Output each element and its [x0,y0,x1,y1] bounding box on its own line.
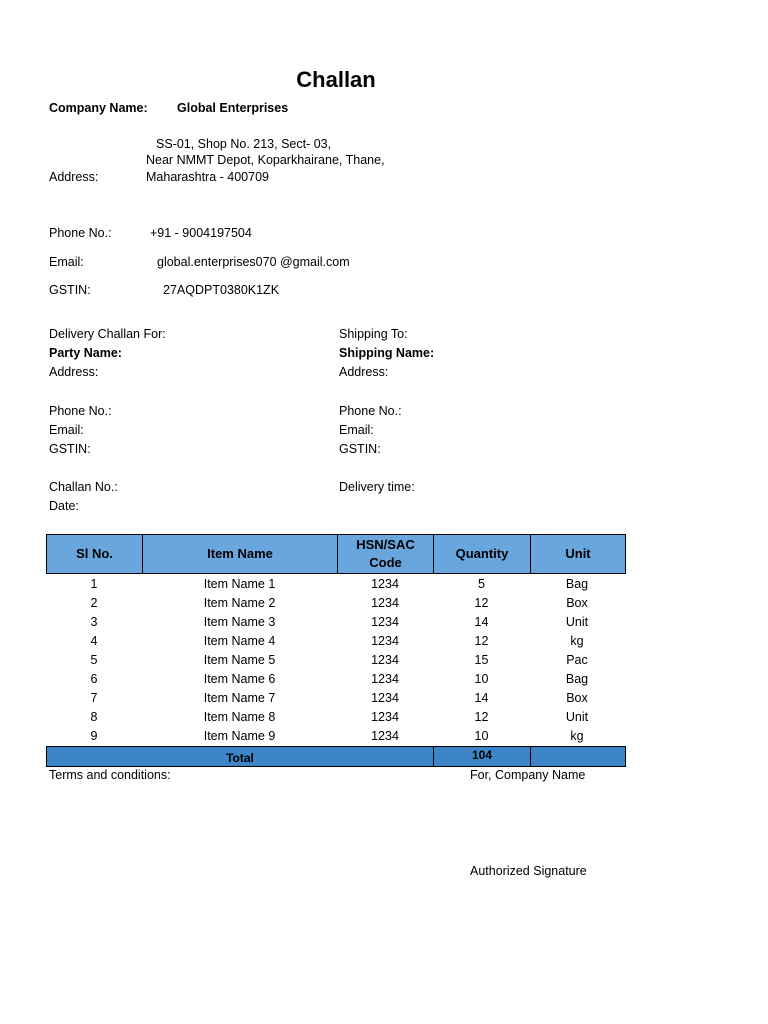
challan-no-label: Challan No.: [49,480,118,494]
item-name-cell: Item Name 3 [203,614,276,629]
item-name-cell: Item Name 1 [203,576,276,591]
hsn-code-cell: 1234 [371,691,399,706]
table-row [46,574,626,593]
item-name-cell: Item Name 2 [203,595,276,610]
hsn-code-cell: 1234 [371,729,399,744]
unit-cell: Bag [565,576,589,591]
table-row [46,669,626,688]
quantity-cell: 10 [474,729,489,744]
sl-no-cell: 4 [90,633,98,648]
company-address-label: Address: [49,170,99,184]
item-name-cell: Item Name 6 [203,672,276,687]
unit-cell: Box [566,595,588,610]
quantity-cell: 5 [478,576,485,591]
table-row [46,689,626,708]
item-name-cell: Item Name 7 [203,691,276,706]
unit-cell: Unit [565,710,589,725]
sl-no-cell: 6 [90,672,98,687]
sl-no-cell: 5 [90,652,98,667]
item-name-cell: Item Name 4 [203,633,276,648]
table-row [46,612,626,631]
column-header-hsn-sac-code: HSN/SAC Code [338,535,434,573]
document-title: Challan [296,67,376,92]
table-row [46,593,626,612]
company-phone-value: +91 - 9004197504 [150,226,252,240]
items-table-total-row [46,746,626,767]
sl-no-cell: 2 [90,595,98,610]
party-phone-label: Phone No.: [49,404,112,418]
quantity-cell: 14 [474,614,489,629]
hsn-code-cell: 1234 [371,672,399,687]
hsn-code-cell: 1234 [371,652,399,667]
shipping-name-label: Shipping Name: [339,346,435,360]
company-name-value: Global Enterprises [177,101,289,115]
item-name-cell: Item Name 9 [203,729,276,744]
hsn-code-cell: 1234 [371,633,399,648]
company-address-line-3: Maharashtra - 400709 [146,170,269,184]
table-row [46,650,626,669]
column-header-item-name: Item Name [143,535,338,573]
quantity-cell: 12 [474,633,489,648]
unit-cell: kg [570,729,584,744]
shipping-gstin-label: GSTIN: [339,442,381,456]
item-name-cell: Item Name 5 [203,652,276,667]
party-email-label: Email: [49,423,84,437]
company-gstin-value: 27AQDPT0380K1ZK [163,283,280,297]
sl-no-cell: 1 [90,576,98,591]
authorized-signature-label: Authorized Signature [470,864,587,878]
party-gstin-label: GSTIN: [49,442,91,456]
company-name-label: Company Name: [49,101,148,115]
total-unit [531,747,625,766]
company-gstin-label: GSTIN: [49,283,91,297]
hsn-code-cell: 1234 [371,595,399,610]
challan-date-label: Date: [49,499,79,513]
sl-no-cell: 8 [90,710,98,725]
table-row [46,631,626,650]
quantity-cell: 14 [474,691,489,706]
shipping-email-label: Email: [339,423,374,437]
company-email-value: global.enterprises070 @gmail.com [157,255,350,269]
terms-and-conditions-label: Terms and conditions: [49,768,171,782]
party-address-label: Address: [49,365,99,379]
delivery-challan-for-heading: Delivery Challan For: [49,327,166,341]
column-header-sl-no: Sl No. [47,535,143,573]
sl-no-cell: 3 [90,614,98,629]
total-quantity: 104 [434,747,531,766]
items-table-body [46,574,626,746]
quantity-cell: 12 [474,595,489,610]
company-address-line-2: Near NMMT Depot, Koparkhairane, Thane, [146,153,385,167]
quantity-cell: 15 [474,652,489,667]
shipping-address-label: Address: [339,365,389,379]
table-row [46,708,626,727]
shipping-to-heading: Shipping To: [339,327,408,341]
company-email-label: Email: [49,255,84,269]
sl-no-cell: 9 [90,729,98,744]
column-header-unit: Unit [565,546,591,561]
unit-cell: Box [566,691,588,706]
party-name-label: Party Name: [49,346,122,360]
quantity-cell: 12 [474,710,489,725]
unit-cell: Bag [565,672,589,687]
unit-cell: kg [570,633,584,648]
company-phone-label: Phone No.: [49,226,112,240]
quantity-cell: 10 [474,672,489,687]
hsn-code-cell: 1234 [371,576,399,591]
unit-cell: Pac [566,652,588,667]
total-label: Total [47,747,434,766]
table-row [46,727,626,746]
company-address-line-1: SS-01, Shop No. 213, Sect- 03, [156,137,332,151]
unit-cell: Unit [565,614,589,629]
items-table-header [46,534,626,574]
hsn-code-cell: 1234 [371,614,399,629]
shipping-phone-label: Phone No.: [339,404,402,418]
for-company-name: For, Company Name [470,768,586,782]
sl-no-cell: 7 [90,691,98,706]
delivery-time-label: Delivery time: [339,480,415,494]
item-name-cell: Item Name 8 [203,710,276,725]
column-header-quantity: Quantity [434,535,531,573]
hsn-code-cell: 1234 [371,710,399,725]
